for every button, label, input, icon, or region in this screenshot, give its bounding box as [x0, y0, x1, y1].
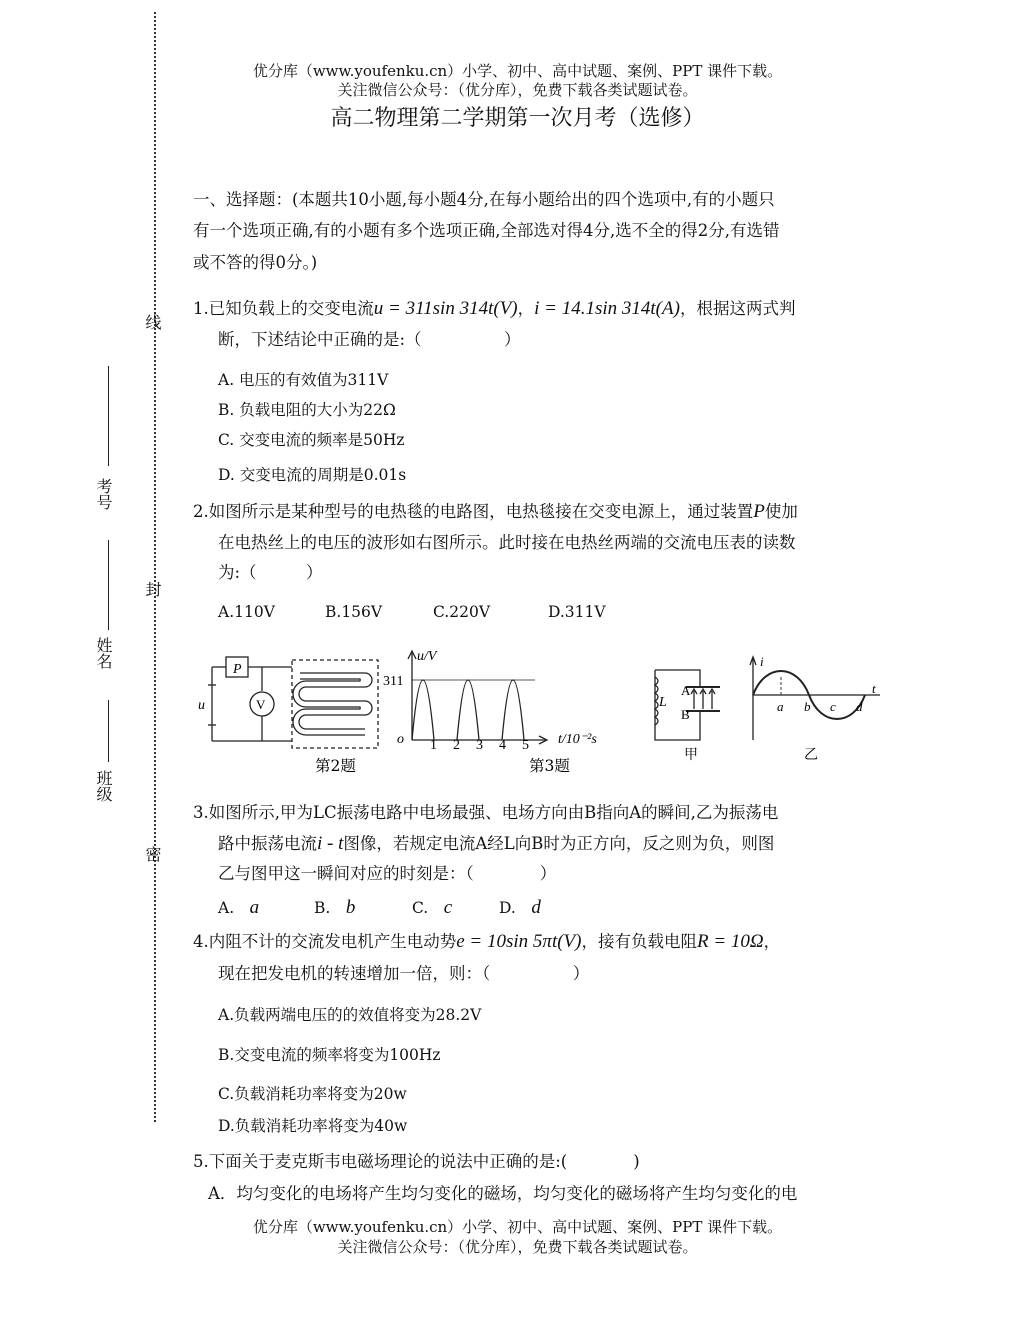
sine-point-c: c: [830, 699, 836, 714]
lc-label-l: L: [659, 695, 667, 710]
question-4-resistance: R = 10Ω: [697, 931, 764, 952]
section-intro-line-3: 或不答的得0分。): [193, 253, 318, 272]
footer-line-1: 优分库（www.youfenku.cn）小学、初中、高中试题、案例、PPT 课件下载。: [252, 1218, 783, 1236]
sine-point-a: a: [777, 699, 784, 714]
figures-panel: [200, 645, 880, 780]
circuit-label-u: u: [198, 698, 205, 713]
wave-tick-4: 4: [499, 738, 506, 753]
header-line-2: 关注微信公众号：（优分库），免费下载各类试题试卷。: [337, 81, 698, 99]
exam-number-label: 考号: [94, 478, 113, 510]
question-3-text: 路中振荡电流: [218, 834, 317, 853]
question-3-line-3: 乙与图甲这一瞬间对应的时刻是：（ ）: [218, 864, 557, 883]
header-line-1: 优分库（www.youfenku.cn）小学、初中、高中试题、案例、PPT 课件下载。: [252, 62, 783, 80]
wave-tick-3: 3: [476, 738, 483, 753]
question-3-var-it: i - t: [317, 833, 344, 854]
class-field[interactable]: [108, 700, 109, 762]
question-4-option-b[interactable]: B.交变电流的频率将变为100Hz: [218, 1046, 441, 1064]
question-2-line-2: 在电热丝上的电压的波形如右图所示。此时接在电热丝两端的交流电压表的读数: [218, 533, 796, 552]
question-3-option-d-value: d: [531, 897, 541, 918]
question-1-text-end: ，根据这两式判: [679, 299, 796, 318]
question-3-option-d[interactable]: [499, 896, 541, 919]
question-4-option-c[interactable]: C.负载消耗功率将变为20w: [218, 1085, 407, 1103]
question-3-line-2: [218, 834, 774, 854]
question-2-option-d[interactable]: D.311V: [548, 603, 606, 621]
question-4-option-a[interactable]: A.负载两端电压的的效值将变为28.2V: [218, 1006, 482, 1024]
exam-number-field[interactable]: [108, 366, 109, 466]
question-2-option-c[interactable]: C.220V: [433, 603, 491, 621]
question-4-stem: [193, 932, 780, 952]
binding-label-feng: 封: [143, 581, 162, 597]
question-3-option-b-value: b: [345, 897, 356, 918]
question-3-option-c-value: c: [443, 897, 453, 918]
wave-x-label: t/10⁻²s: [558, 732, 597, 747]
question-3-option-b-label: B.: [314, 899, 331, 917]
question-3-option-c[interactable]: [412, 896, 452, 919]
lc-label-a: A: [681, 683, 691, 698]
question-3-option-a[interactable]: [218, 896, 259, 919]
binding-dotted-line: [154, 12, 156, 1122]
question-5-stem: 5.下面关于麦克斯韦电磁场理论的说法中正确的是:( ): [193, 1152, 640, 1171]
wave-peak-label: 311: [383, 674, 404, 689]
sine-caption: 乙: [804, 747, 818, 763]
question-1-option-b[interactable]: B. 负载电阻的大小为22Ω: [218, 401, 396, 419]
lc-label-b: B: [681, 707, 690, 722]
question-2-option-a[interactable]: A.110V: [218, 603, 275, 621]
section-intro-line-2: 有一个选项正确,有的小题有多个选项正确,全部选对得4分,选不全的得2分,有选错: [193, 221, 780, 240]
question-1-separator: ，: [517, 299, 535, 318]
sine-x-label: t: [872, 681, 876, 696]
sine-point-d: d: [856, 699, 863, 714]
question-3-option-c-label: C.: [412, 899, 429, 917]
figure-3-caption: 第3题: [529, 757, 570, 775]
question-4-line-2: 现在把发电机的转速增加一倍，则：（ ）: [218, 964, 590, 983]
rectified-wave-graph: [408, 651, 547, 744]
page-title: 高二物理第二学期第一次月考（选修）: [330, 106, 705, 131]
question-4-option-d[interactable]: D.负载消耗功率将变为40w: [218, 1117, 408, 1135]
wave-tick-1: 1: [430, 738, 437, 753]
question-2-line-1: [193, 502, 798, 522]
binding-label-xian: 线: [143, 314, 162, 330]
question-1-option-d[interactable]: D. 交变电流的周期是0.01s: [218, 466, 407, 484]
question-3-option-d-label: D.: [499, 899, 516, 917]
class-label: 班级: [94, 770, 113, 802]
question-3-option-b[interactable]: [314, 896, 355, 919]
question-2-text: 2.如图所示是某种型号的电热毯的电路图，电热毯接在交变电源上，通过装置: [193, 502, 754, 521]
question-2-var-p: P: [753, 501, 765, 522]
question-1-voltage-equation: u = 311sin 314t(V): [373, 298, 518, 319]
wave-origin-label: o: [397, 732, 404, 747]
question-1-option-c[interactable]: C. 交变电流的频率是50Hz: [218, 431, 405, 449]
question-4-text-mid: ，接有负载电阻: [581, 932, 697, 951]
question-3-line-1: 3.如图所示,甲为LC振荡电路中电场最强、电场方向由B指向A的瞬间,乙为振荡电: [193, 803, 779, 822]
question-2-option-b[interactable]: B.156V: [325, 603, 383, 621]
question-2-text-end: 使加: [764, 502, 798, 521]
question-1-current-equation: i = 14.1sin 314t(A): [534, 298, 680, 319]
wave-y-label: u/V: [417, 649, 437, 664]
name-field[interactable]: [108, 540, 109, 630]
lc-caption: 甲: [684, 747, 698, 763]
question-3-option-a-label: A.: [218, 899, 235, 917]
wave-tick-5: 5: [522, 738, 529, 753]
question-2-line-3: 为:（ ）: [218, 563, 323, 582]
binding-label-mi: 密: [143, 846, 162, 862]
question-4-emf-equation: e = 10sin 5πt(V): [456, 931, 582, 952]
sine-point-b: b: [804, 699, 811, 714]
question-1-stem: [193, 299, 795, 319]
sine-y-label: i: [760, 654, 764, 669]
wave-tick-2: 2: [453, 738, 460, 753]
figure-2-caption: 第2题: [315, 757, 356, 775]
footer-line-2: 关注微信公众号：（优分库），免费下载各类试题试卷。: [337, 1238, 698, 1256]
question-1-option-a[interactable]: A. 电压的有效值为311V: [218, 371, 389, 389]
question-3-option-a-value: a: [249, 897, 260, 918]
question-4-text-end: ，: [763, 932, 781, 951]
voltmeter-label: V: [256, 697, 266, 712]
name-label: 姓名: [94, 637, 113, 669]
question-1-text: 1.已知负载上的交变电流: [193, 299, 374, 318]
question-1-line-2: 断，下述结论中正确的是:（ ）: [218, 330, 521, 349]
question-3-text-end: 图像，若规定电流A经L向B时为正方向，反之则为负，则图: [343, 834, 775, 853]
circuit-label-p: P: [233, 662, 242, 677]
question-5-option-a[interactable]: A．均匀变化的电场将产生均匀变化的磁场，均匀变化的磁场将产生均匀变化的电: [208, 1184, 798, 1203]
question-4-text: 4.内阻不计的交流发电机产生电动势: [193, 932, 457, 951]
section-intro-line-1: 一、选择题：(本题共10小题,每小题4分,在每小题给出的四个选项中,有的小题只: [193, 190, 775, 209]
